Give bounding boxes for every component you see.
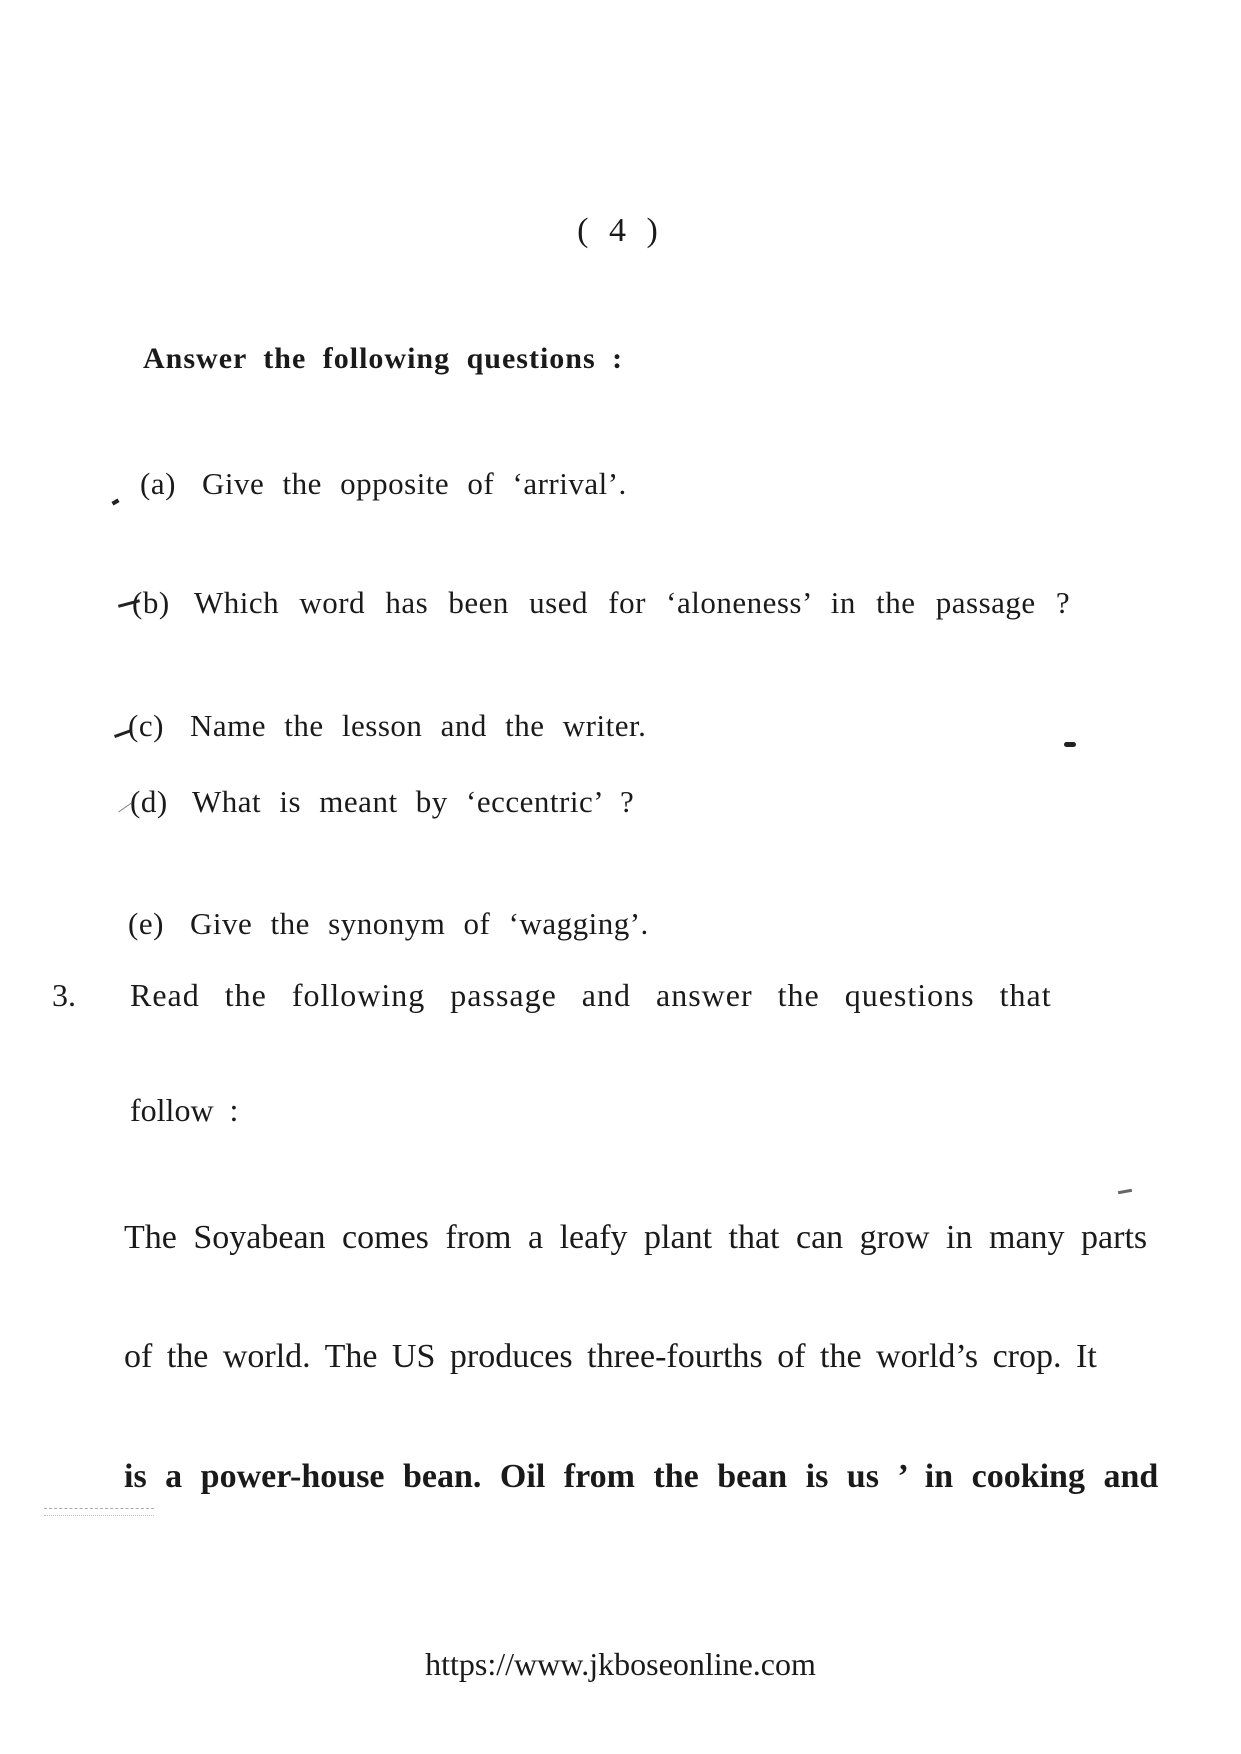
section-number: 3. bbox=[52, 977, 76, 1013]
pen-mark bbox=[1118, 1189, 1132, 1194]
question-item bbox=[132, 585, 1070, 621]
instruction-heading: Answer the following questions : bbox=[143, 342, 624, 375]
question-item bbox=[128, 708, 646, 744]
section-prompt-continued: follow : bbox=[130, 1092, 239, 1128]
question-item bbox=[128, 906, 649, 942]
question-text: Give the opposite of ‘arrival’. bbox=[202, 466, 627, 501]
question-label: (b) bbox=[132, 585, 170, 620]
passage-line: of the world. The US produces three-fourths of the world’s crop. It bbox=[124, 1338, 1097, 1375]
scan-smudge bbox=[44, 1508, 154, 1516]
question-text: Which word has been used for ‘aloneness’ in the passage ? bbox=[194, 585, 1071, 620]
question-label: (e) bbox=[128, 906, 164, 941]
pen-mark bbox=[111, 499, 119, 506]
question-item bbox=[130, 784, 634, 820]
question-item bbox=[140, 466, 627, 502]
footer-url: https://www.jkboseonline.com bbox=[425, 1646, 816, 1682]
passage-line: The Soyabean comes from a leafy plant that can grow in many parts bbox=[124, 1219, 1148, 1256]
question-text: What is meant by ‘eccentric’ ? bbox=[192, 784, 635, 819]
question-label: (d) bbox=[130, 784, 168, 819]
passage-line: is a power-house bean. Oil from the bean is us ’ in cooking and bbox=[124, 1458, 1159, 1495]
question-text: Give the synonym of ‘wagging’. bbox=[190, 906, 649, 941]
pen-mark bbox=[1064, 742, 1076, 747]
page-number: ( 4 ) bbox=[577, 212, 664, 249]
question-label: (a) bbox=[140, 466, 176, 501]
question-text: Name the lesson and the writer. bbox=[190, 708, 647, 743]
section-prompt: Read the following passage and answer the questions that bbox=[130, 977, 1052, 1013]
question-label: (c) bbox=[128, 708, 164, 743]
